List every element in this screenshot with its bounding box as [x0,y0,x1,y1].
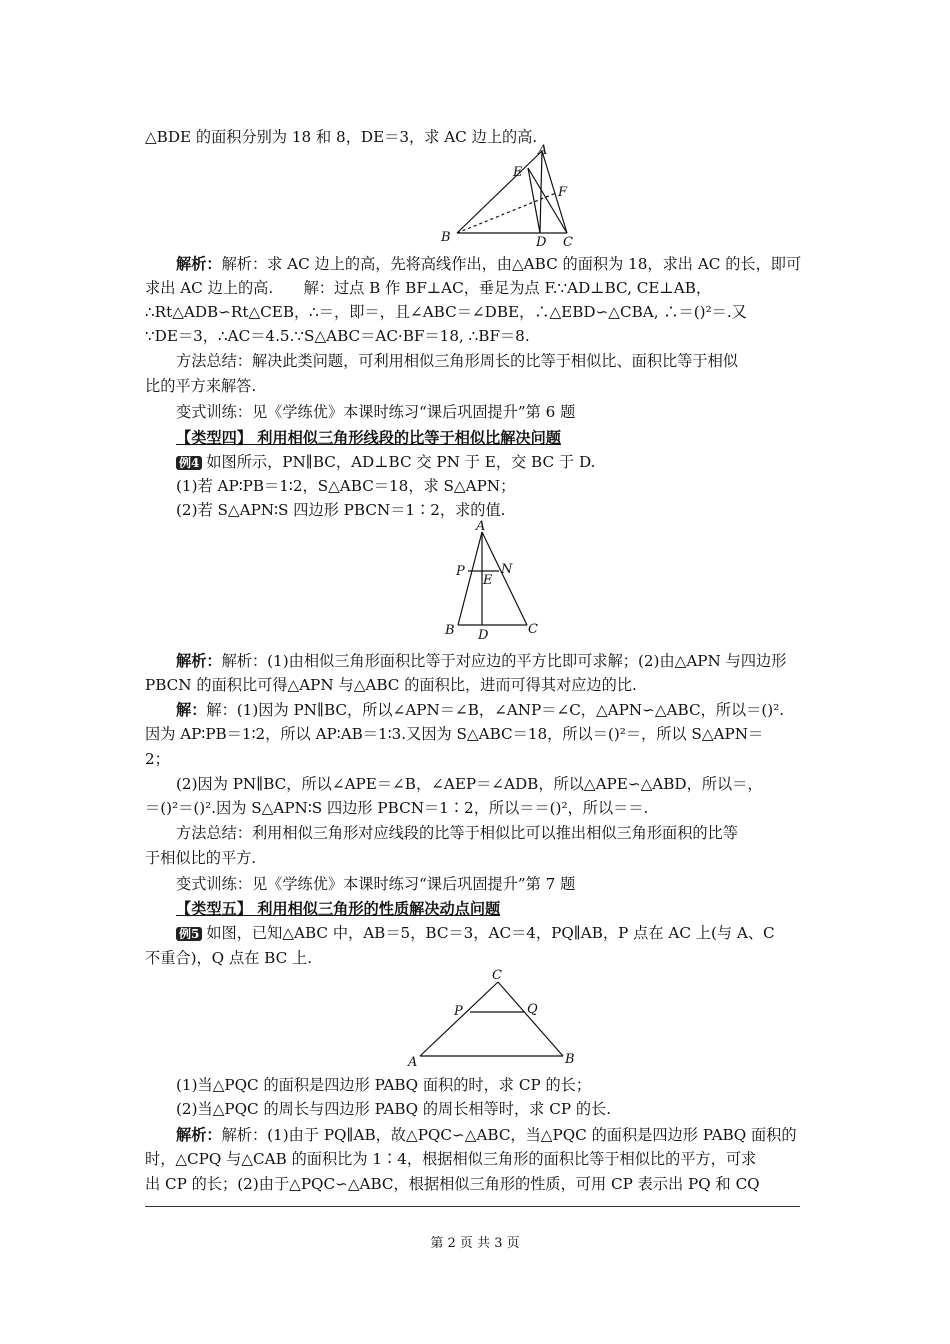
fig2-label-p: P [456,564,465,579]
fig2-label-a: A [476,519,486,534]
fig3-label-q: Q [527,1002,538,1017]
section-heading-type5: 【类型五】 利用相似三角形的性质解决动点问题 [176,900,501,918]
text-line: 变式训练：见《学练优》本课时练习“课后巩固提升”第 7 题 [176,875,576,893]
fig2-label-e: E [483,573,493,588]
fig1-label-c: C [563,235,573,250]
text-line: 解：解：(1)因为 PN∥BC，所以∠APN＝∠B，∠ANP＝∠C，△APN∽△ABC，所以＝()². [176,701,785,719]
text-line: △BDE 的面积分别为 18 和 8，DE＝3，求 AC 边上的高. [145,128,538,146]
text-line: ＝()²＝()².因为 S△APN∶S 四边形 PBCN＝1∶2，所以＝＝()²，所以＝＝. [145,799,649,817]
fig3-label-c: C [492,968,502,983]
fig1-label-d: D [536,235,547,250]
text-line: 方法总结：利用相似三角形对应线段的比等于相似比可以推出相似三角形面积的比等 [176,824,738,842]
text-line: 变式训练：见《学练优》本课时练习“课后巩固提升”第 6 题 [176,403,576,421]
fig1-label-e: E [513,165,523,180]
text-line: ∵DE＝3，∴AC＝4.5.∵S△ABC＝AC·BF＝18, ∴BF＝8. [145,327,530,345]
text-line: (1)当△PQC 的面积是四边形 PABQ 面积的时，求 CP 的长； [176,1076,592,1094]
fig2-label-c: C [528,622,538,637]
text-line: 解析：解析：求 AC 边上的高，先将高线作出，由△ABC 的面积为 18，求出 AC 的长，即可 [176,255,802,273]
example-badge: 例5 [176,927,202,941]
fig1-label-a: A [538,143,548,158]
text-line: (2)若 S△APN∶S 四边形 PBCN＝1∶2，求的值. [176,501,506,519]
section-heading-type4: 【类型四】 利用相似三角形线段的比等于相似比解决问题 [176,429,561,447]
footer-divider [145,1206,800,1207]
fig2-label-b: B [445,623,455,638]
text-line: 例5 如图，已知△ABC 中，AB＝5，BC＝3，AC＝4，PQ∥AB，P 点在 AC 上(与 A、C [176,923,775,943]
text-line: PBCN 的面积比可得△APN 与△ABC 的面积比，进而可得其对应边的比. [145,676,637,694]
fig3-label-a: A [408,1055,418,1070]
text-line: 例4 如图所示，PN∥BC，AD⊥BC 交 PN 于 E，交 BC 于 D. [176,452,595,472]
figure-triangle-pqc [400,966,585,1070]
text-line: 于相似比的平方. [145,849,257,867]
text-line: 出 CP 的长；(2)由于△PQC∽△ABC，根据相似三角形的性质，可用 CP 表示出 PQ 和 CQ [145,1175,760,1193]
fig1-label-b: B [441,230,451,245]
fig2-label-d: D [478,628,489,643]
text-line: 时，△CPQ 与△CAB 的面积比为 1∶4，根据相似三角形的面积比等于相似比的平方，可求 [145,1150,757,1168]
text-line: 方法总结：解决此类问题，可利用相似三角形周长的比等于相似比、面积比等于相似 [176,352,738,370]
text-line: ∴Rt△ADB∽Rt△CEB，∴＝，即＝，且∠ABC＝∠DBE，∴△EBD∽△CBA, ∴＝()²＝.又 [145,303,747,321]
text-line: (1)若 AP∶PB＝1∶2，S△ABC＝18，求 S△APN； [176,477,516,495]
page-footer: 第 2 页 共 3 页 [430,1236,520,1251]
fig3-label-b: B [565,1052,575,1067]
text-line: 不重合)，Q 点在 BC 上. [145,949,313,967]
fig2-label-n: N [501,562,513,577]
text-line: 解析：解析：(1)由于 PQ∥AB，故△PQC∽△ABC，当△PQC 的面积是四边形 PABQ 面积的 [176,1126,797,1144]
figure-triangle-bde [440,143,580,251]
example-badge: 例4 [176,456,202,470]
text-line: 因为 AP∶PB＝1∶2，所以 AP∶AB＝1∶3.又因为 S△ABC＝18，所以＝()²＝，所以 S△APN＝ [145,725,764,743]
fig3-label-p: P [454,1004,463,1019]
figure-triangle-apn [440,518,550,644]
text-line: (2)因为 PN∥BC，所以∠APE＝∠B，∠AEP＝∠ADB，所以△APE∽△ABD，所以＝， [176,775,763,793]
text-line: 2； [145,750,170,768]
text-line: (2)当△PQC 的周长与四边形 PABQ 的周长相等时，求 CP 的长. [176,1100,612,1118]
fig1-label-f: F [558,185,568,200]
text-line: 解析：解析：(1)由相似三角形面积比等于对应边的平方比即可求解；(2)由△APN 与四边形 [176,652,787,670]
text-line: 比的平方来解答. [145,377,257,395]
text-line: 求出 AC 边上的高. 解：过点 B 作 BF⊥AC，垂足为点 F.∵AD⊥BC, CE⊥AB， [145,279,712,297]
